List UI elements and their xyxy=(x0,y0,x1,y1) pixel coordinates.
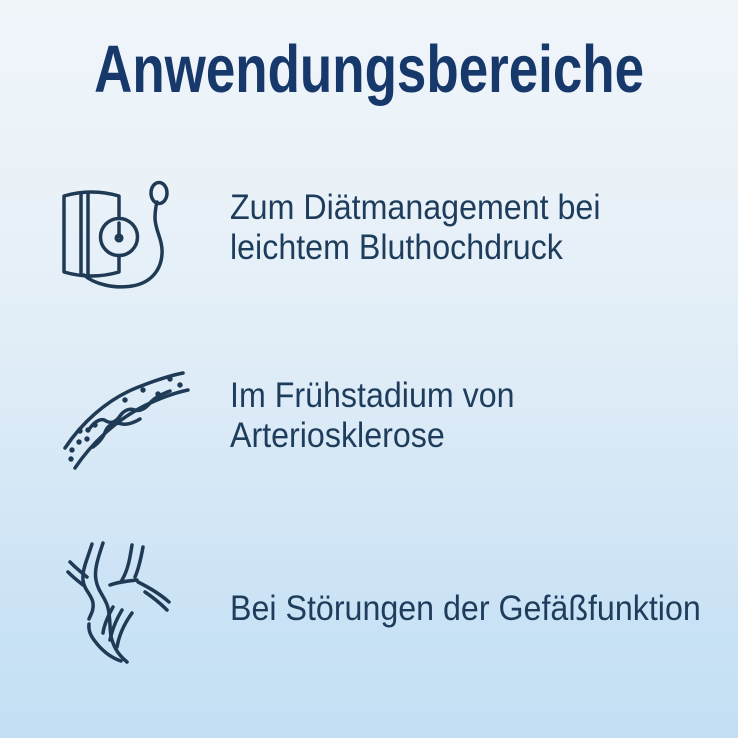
blood-pressure-monitor-icon xyxy=(56,180,184,298)
item-text-line: leichtem Bluthochdruck xyxy=(230,228,563,267)
item-text-line: Zum Diätmanagement bei xyxy=(230,188,601,227)
item-text-line: Im Frühstadium von xyxy=(230,376,515,415)
item-text xyxy=(230,376,515,456)
artery-arteriosclerosis-icon xyxy=(46,362,191,474)
page-title-text: Anwendungsbereiche xyxy=(94,32,644,107)
item-text xyxy=(230,589,701,629)
blood-vessels-icon xyxy=(66,540,171,665)
item-text-line: Bei Störungen der Gefäßfunktion xyxy=(230,589,701,628)
page-title xyxy=(0,31,738,108)
item-text xyxy=(230,188,600,268)
item-text-line: Arteriosklerose xyxy=(230,416,445,455)
